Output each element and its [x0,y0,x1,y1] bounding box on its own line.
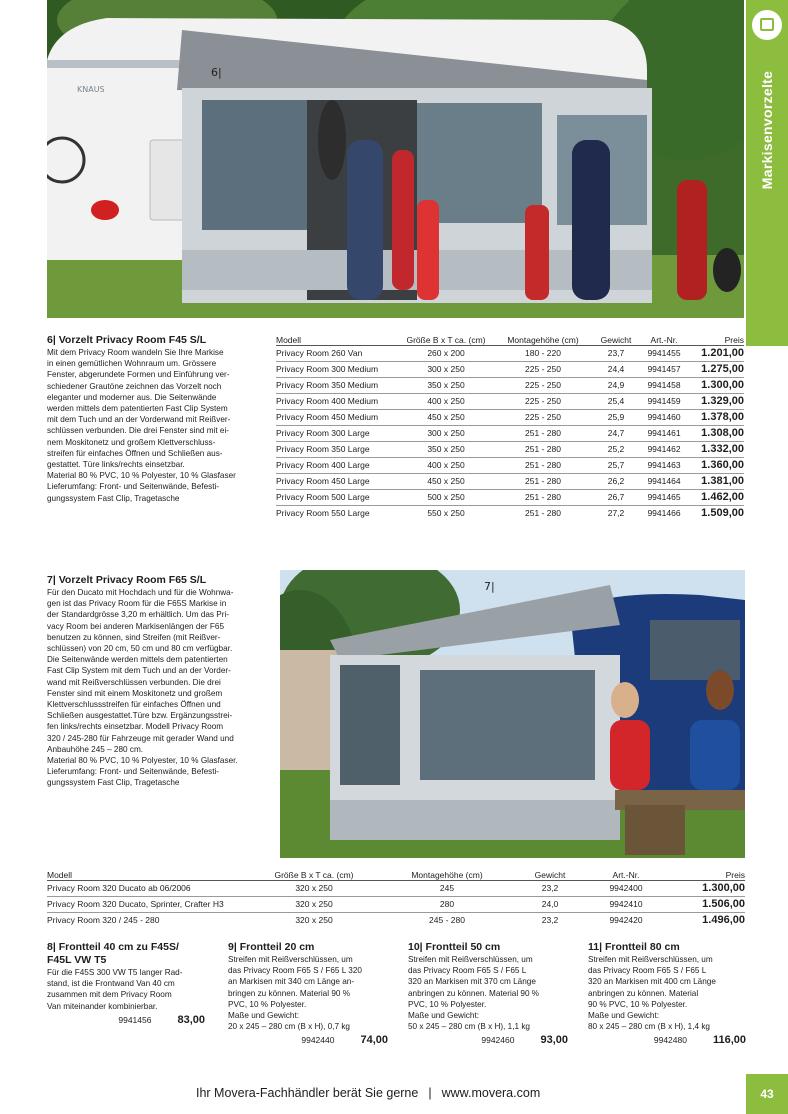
text-line: anbringen zu können. Material [588,988,699,998]
table-cell: 9941455 [640,345,688,361]
text-line: fen links/rechts einsetzbar. Modell Privacy Room [47,722,224,732]
footer-website[interactable]: www.movera.com [441,1086,541,1100]
table-header-row [47,866,745,880]
table-row [47,880,745,896]
column-header: Größe B x T ca. (cm) [249,866,379,880]
price-cell: 1.275,00 [688,361,744,377]
table-cell: Privacy Room 320 Ducato ab 06/2006 [47,880,249,896]
column-header: Gewicht [515,866,585,880]
price-cell: 1.201,00 [688,345,744,361]
accessory-description [47,967,205,1012]
table-cell: 24,9 [592,377,640,393]
text-line: Fenster, abgerundete Formen und Einführung ver- [47,370,230,380]
page-number: 43 [746,1074,788,1114]
price-cell: 1.308,00 [688,425,744,441]
table-cell: 225 - 250 [494,361,592,377]
table-cell: 320 x 250 [249,896,379,912]
text-line: Für die F45S 300 VW T5 langer Rad- [47,968,183,977]
table-cell: 9941458 [640,377,688,393]
article-number: 9942480 [653,1035,687,1046]
table-cell: 24,4 [592,361,640,377]
column-header: Art.-Nr. [585,866,667,880]
table-cell: 251 - 280 [494,489,592,505]
table-cell: Privacy Room 260 Van [276,345,398,361]
table-cell: 24,7 [592,425,640,441]
accessory-heading [47,941,205,967]
text-line: schlüssen) von 20 cm, 50 cm und 80 cm verfügbar. [47,644,233,654]
column-header: Gewicht [592,331,640,345]
product-7-description [47,587,277,789]
table-cell: 9941461 [640,425,688,441]
table-cell: 26,7 [592,489,640,505]
table-cell: 9942410 [585,896,667,912]
text-line: 80 x 245 – 280 cm (B x H), 1,4 kg [588,1022,710,1032]
table-cell: 23,2 [541,915,559,926]
table-row [276,409,744,425]
text-line: nem Moskitonetz und großem Klettverschluss- [47,437,216,447]
table-cell: 27,2 [607,508,625,519]
text-line: Maße und Gewicht: [408,1011,479,1021]
product-6-block [47,334,272,504]
text-line: 20 x 245 – 280 cm (B x H), 0,7 kg [228,1022,350,1032]
table-cell: 9941464 [640,473,688,489]
spec-table-f45 [276,331,744,521]
table-cell: 260 x 200 [398,345,494,361]
column-header: Preis [688,331,744,345]
table-cell: 23,2 [515,880,585,896]
text-line: Klettverschlussstreifen für einfaches Öffnen und [47,700,221,710]
table-cell: 9942420 [609,915,643,926]
accessory-description [228,954,388,1032]
column-header: Größe B x T ca. (cm) [398,331,494,345]
text-line: streifen für einfaches Öffnen und Schließen aus- [47,448,223,458]
product-7-block [47,574,277,789]
text-line: schlüssen verbunden. Die drei Fenster sind mit ei- [47,426,230,436]
table-cell: 9941459 [640,393,688,409]
table-cell: 9941460 [640,409,688,425]
price: 83,00 [177,1013,205,1026]
table-cell: 251 - 280 [494,457,592,473]
price-cell: 1.300,00 [667,880,745,896]
text-line: PVC, 10 % Polyester. [228,999,307,1009]
table-cell: 500 x 250 [398,489,494,505]
text-line: Material 80 % PVC, 10 % Polyester, 10 % Glasfaser [47,471,236,481]
price-cell: 1.329,00 [688,393,744,409]
price-cell: 1.381,00 [688,473,744,489]
accessory-title: Frontteil 40 cm zu F45S/ [58,941,179,953]
text-line: Für den Ducato mit Hochdach und für die Wohnwa- [47,588,234,597]
table-cell: 9942400 [585,880,667,896]
product-6-description [47,347,272,504]
table-cell: 9941457 [640,361,688,377]
accessory-heading [408,941,568,954]
price-cell: 1.300,00 [688,377,744,393]
table-header-row [276,331,744,345]
price: 74,00 [360,1034,388,1047]
accessory-heading [228,941,388,954]
column-header: Modell [276,331,398,345]
table-row [276,377,744,393]
text-line: schiedener Grautöne zeichnen das Vorzelt noch [47,381,222,391]
table-cell: Privacy Room 320 / 245 - 280 [47,915,160,926]
table-cell: 225 - 250 [494,409,592,425]
table-row [276,489,744,505]
product-6-heading: 6| Vorzelt Privacy Room F45 S/L [47,334,207,346]
accessory-title: Frontteil 50 cm [425,941,501,953]
awning-photo-van [280,570,745,858]
table-cell: 9941462 [640,441,688,457]
text-line: Fast Clip System mit dem Tuch und an der Vorder- [47,666,231,676]
text-line: gungssystem Fast Clip, Tragetasche [47,778,180,788]
section-tab [746,0,788,346]
awning-category-icon [752,10,782,40]
text-line: Maße und Gewicht: [228,1011,299,1021]
accessory-frontteil-40 [47,941,205,1026]
text-line: das Privacy Room F65 S / F65 L 320 [228,966,362,976]
text-line: zusammen mit dem Privacy Room [47,990,172,1000]
text-line: Mit dem Privacy Room wandeln Sie Ihre Markise [47,348,224,357]
table-cell: 225 - 250 [494,393,592,409]
table-row [47,912,745,928]
text-line: Anbauhöhe 245 – 280 cm. [47,744,144,754]
table-cell: Privacy Room 400 Medium [276,393,398,409]
text-line: 50 x 245 – 280 cm (B x H), 1,1 kg [408,1022,530,1032]
table-cell: 400 x 250 [398,393,494,409]
accessory-heading [588,941,746,954]
text-line: Maße und Gewicht: [588,1011,659,1021]
accessory-description [408,954,568,1032]
price-cell: 1.506,00 [667,896,745,912]
accessory-frontteil-80 [588,941,746,1046]
text-line: gen ist das Privacy Room für die F65S Markise in [47,599,227,609]
text-line: Streifen mit Reißverschlüssen, um [588,955,713,964]
table-row [276,393,744,409]
section-tab-label: Markisenvorzelte [759,70,775,190]
table-cell: 25,9 [592,409,640,425]
table-cell: 9941465 [640,489,688,505]
table-cell: Privacy Room 500 Large [276,489,398,505]
text-line: in einen gemütlichen Wohnraum um. Grössere [47,359,217,369]
text-line: bringen zu können. Material 90 % [228,988,350,998]
text-line: das Privacy Room F65 S / F65 L [588,966,707,976]
table-row [276,345,744,361]
text-line: werden mittels dem patentierten Fast Clip System [47,404,228,414]
table-cell: 400 x 250 [398,457,494,473]
text-line: gungssystem Fast Clip, Tragetasche [47,493,180,503]
column-header: Montagehöhe (cm) [379,866,515,880]
article-number: 9941456 [118,1014,152,1025]
price: 93,00 [540,1034,568,1047]
price-cell: 1.378,00 [688,409,744,425]
table-cell: 251 - 280 [494,473,592,489]
text-line: Streifen mit Reißverschlüssen, um [408,955,533,964]
sku-price-row [408,1034,568,1046]
accessory-number: 9| [228,941,237,953]
accessory-title: Frontteil 80 cm [604,941,680,953]
price-cell: 1.332,00 [688,441,744,457]
table-cell: 450 x 250 [398,409,494,425]
text-line: 320 an Markisen mit 400 cm Länge [588,977,716,987]
table-cell: 245 - 280 [429,915,465,926]
price-cell: 1.462,00 [688,489,744,505]
text-line: Die Seitenwände werden mittels dem patentierten [47,655,228,665]
accessory-frontteil-50 [408,941,568,1046]
column-header: Modell [47,866,249,880]
text-line: anbringen zu können. Material 90 % [408,988,540,998]
table-cell: 320 x 250 [249,880,379,896]
table-cell: 350 x 250 [398,441,494,457]
text-line: Streifen mit Reißverschlüssen, um [228,955,353,964]
table-cell: 300 x 250 [398,361,494,377]
table-cell: Privacy Room 300 Medium [276,361,398,377]
column-header: Art.-Nr. [640,331,688,345]
text-line: PVC, 10 % Polyester. [408,999,487,1009]
spec-table-f65 [47,866,745,928]
photo-label-7: 7| [484,580,495,593]
table-cell: 300 x 250 [398,425,494,441]
article-number: 9942460 [481,1035,515,1046]
table-row [276,441,744,457]
footer-slogan: Ihr Movera-Fachhändler berät Sie gerne [196,1086,419,1100]
text-line: das Privacy Room F65 S / F65 L [408,966,527,976]
accessory-frontteil-20 [228,941,388,1046]
footer [196,1086,540,1100]
text-line: 320 / 245-280 für Fahrzeuge mit gerader Wand und [47,733,234,743]
table-cell: 180 - 220 [494,345,592,361]
accessory-number: 11| [588,941,603,953]
table-row [47,896,745,912]
text-line: mit dem Tuch und an der Vorderwand mit Reißver- [47,415,231,425]
text-line: gestattet. Türe links/rechts einsetzbar. [47,460,185,470]
table-cell: Privacy Room 350 Medium [276,377,398,393]
text-line: Van miteinander kombinierbar. [47,1001,158,1011]
sku-price-row [588,1034,746,1046]
article-number: 9942440 [301,1035,335,1046]
column-header: Preis [667,866,745,880]
accessory-number: 10| [408,941,423,953]
caravan-brand: KNAUS [77,85,105,94]
table-row [276,505,744,521]
table-cell: 251 - 280 [525,508,561,519]
table-cell: 9941466 [647,508,681,519]
table-cell: 9941463 [640,457,688,473]
text-line: wand mit Reißverschlüssen verbunden. Die drei [47,677,221,687]
table-cell: 251 - 280 [494,425,592,441]
text-line: 90 % PVC, 10 % Polyester. [588,999,688,1009]
text-line: benutzen zu können, sind Streifen (mit Reißver- [47,632,221,642]
text-line: Fenster sind mit einem Moskitonetz und großem [47,688,223,698]
price-cell: 1.496,00 [702,914,745,927]
table-cell: 320 x 250 [295,915,333,926]
table-cell: Privacy Room 450 Medium [276,409,398,425]
column-header: Montagehöhe (cm) [494,331,592,345]
table-cell: 225 - 250 [494,377,592,393]
text-line: an Markisen mit 340 cm Länge an- [228,977,355,987]
table-cell: 550 x 250 [427,508,465,519]
text-line: vacy Room bei anderen Markisenlängen der F65 [47,621,225,631]
table-cell: 23,7 [592,345,640,361]
table-cell: Privacy Room 400 Large [276,457,398,473]
table-cell: 280 [379,896,515,912]
awning-photo-caravan [47,0,744,318]
text-line: 320 an Markisen mit 370 cm Länge [408,977,536,987]
table-row [276,473,744,489]
table-row [276,425,744,441]
price: 116,00 [712,1034,746,1047]
sku-price-row [47,1014,205,1026]
text-line: Material 80 % PVC, 10 % Polyester, 10 % Glasfaser. [47,756,238,766]
product-7-heading: 7| Vorzelt Privacy Room F65 S/L [47,574,207,586]
table-cell: 25,2 [592,441,640,457]
price-cell: 1.509,00 [701,507,744,520]
table-cell: Privacy Room 300 Large [276,425,398,441]
table-row [276,361,744,377]
table-cell: Privacy Room 350 Large [276,441,398,457]
accessory-title: Frontteil 20 cm [239,941,315,953]
table-cell: Privacy Room 550 Large [276,508,370,519]
sku-price-row [228,1034,388,1046]
accessory-title: F45L VW T5 [47,954,107,966]
table-cell: 245 [379,880,515,896]
text-line: der Standardgrösse 3,20 m erhältlich. Um das Pri- [47,610,230,620]
table-cell: 25,7 [592,457,640,473]
photo-label-6: 6| [211,66,222,79]
text-line: eleganter und moderner aus. Die Seitenwände [47,392,217,402]
accessory-description [588,954,746,1032]
accessory-number: 8| [47,941,56,953]
table-cell: 25,4 [592,393,640,409]
table-cell: 350 x 250 [398,377,494,393]
table-cell: 450 x 250 [398,473,494,489]
table-cell: 24,0 [515,896,585,912]
price-cell: 1.360,00 [688,457,744,473]
text-line: Lieferumfang: Front- und Seitenwände, Befesti- [47,482,220,492]
table-row [276,457,744,473]
table-cell: 26,2 [592,473,640,489]
text-line: stand, ist die Frontwand Van 40 cm [47,979,175,989]
text-line: Lieferumfang: Front- und Seitenwände, Befesti- [47,767,220,777]
text-line: Schließen ausgestattet.Türe bzw. Ergänzungsstrei- [47,711,233,721]
table-cell: Privacy Room 450 Large [276,473,398,489]
table-cell: Privacy Room 320 Ducato, Sprinter, Crafter H3 [47,896,249,912]
footer-separator: | [428,1086,432,1100]
table-cell: 251 - 280 [494,441,592,457]
